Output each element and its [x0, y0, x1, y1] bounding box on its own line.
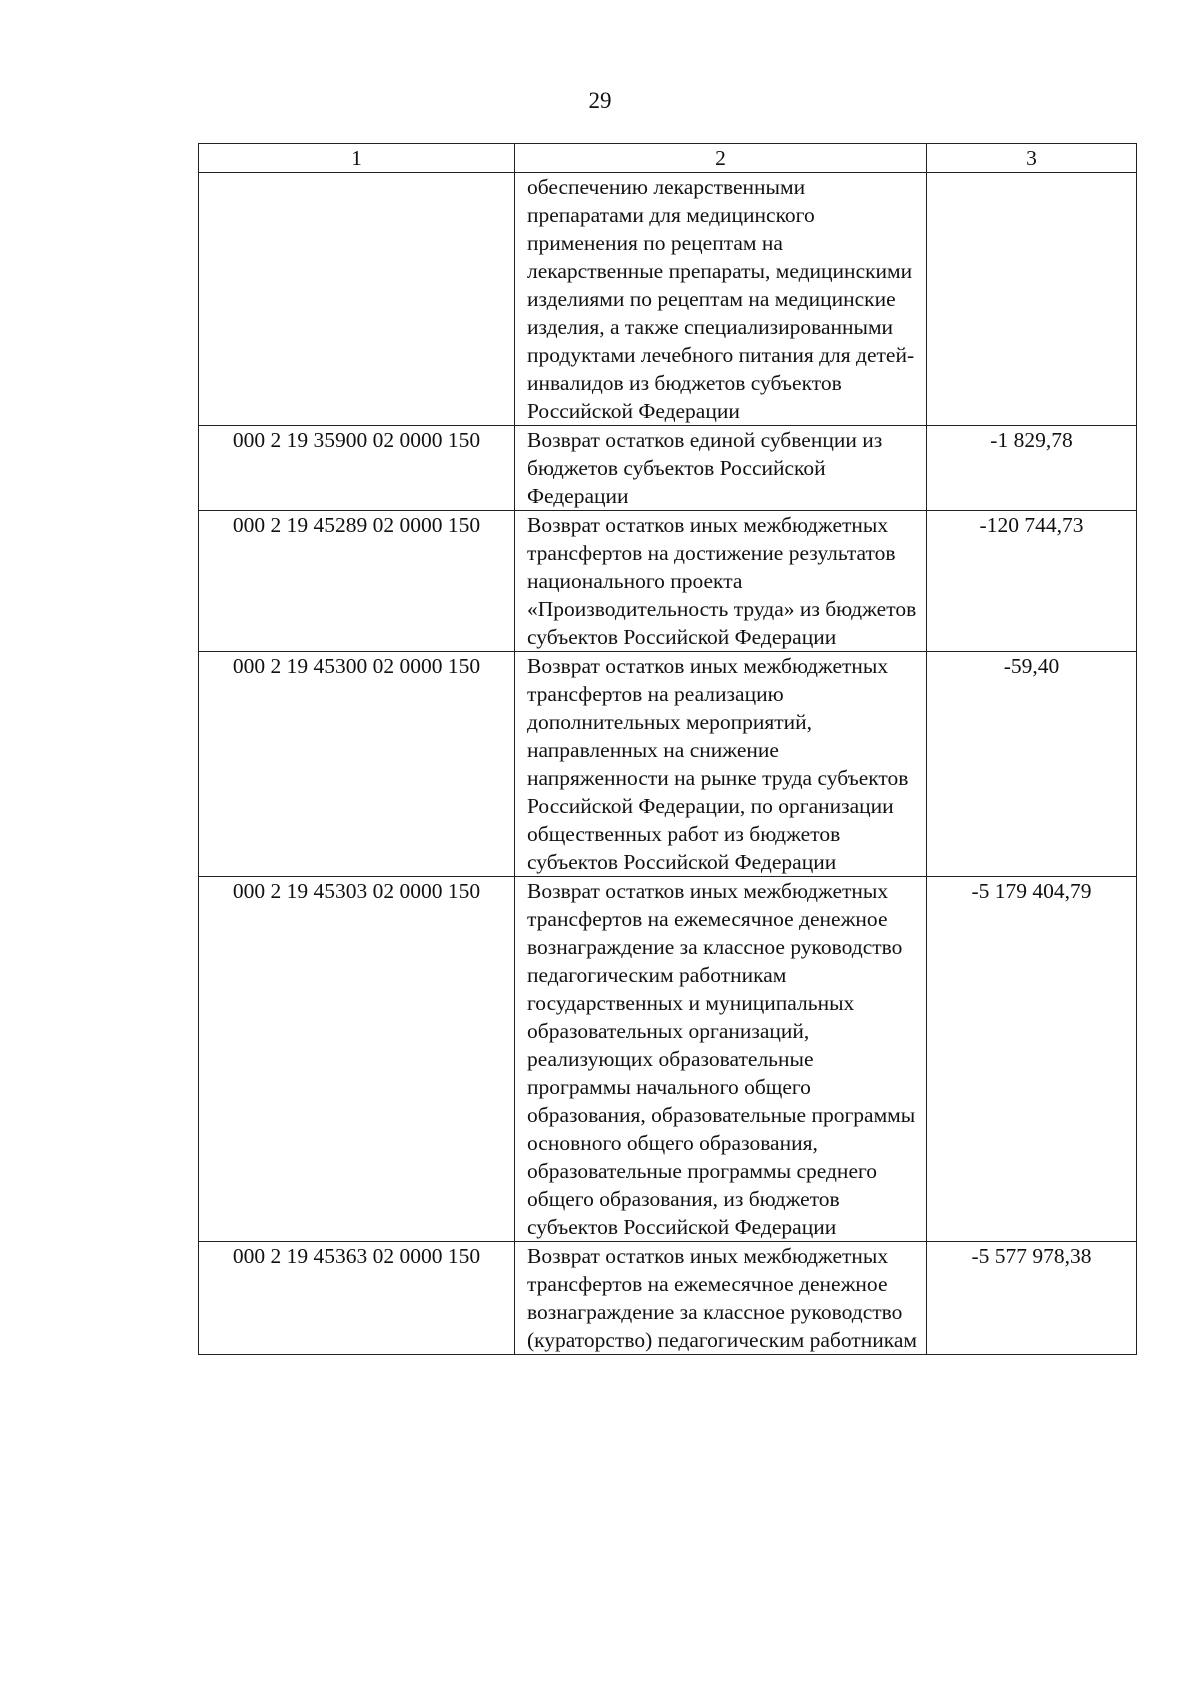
table-row	[199, 426, 1137, 511]
table-row	[199, 511, 1137, 652]
table-row	[199, 1242, 1137, 1355]
table-row	[199, 652, 1137, 877]
description-cell: обеспечению лекарственными препаратами для медицинского применения по рецептам на лекарственные препараты, медицинскими изделиями по рецептам на медицинские изделия, а также специализированными продуктами лечебного питания для детей-инвалидов из бюджетов субъектов Российской Федерации	[515, 173, 927, 426]
amount-cell: -59,40	[927, 652, 1137, 877]
description-cell: Возврат остатков иных межбюджетных трансфертов на реализацию дополнительных мероприятий, направленных на снижение напряженности на рынке труда субъектов Российской Федерации, по организации общественных работ из бюджетов субъектов Российской Федерации	[515, 652, 927, 877]
column-header-2: 2	[515, 144, 927, 173]
description-cell: Возврат остатков иных межбюджетных трансфертов на ежемесячное денежное вознаграждение за классное руководство (кураторство) педагогическим работникам	[515, 1242, 927, 1355]
budget-table	[198, 143, 1137, 1355]
amount-cell: -5 179 404,79	[927, 877, 1137, 1242]
budget-code-cell	[199, 173, 515, 426]
column-header-1: 1	[199, 144, 515, 173]
table-row	[199, 173, 1137, 426]
amount-cell: -120 744,73	[927, 511, 1137, 652]
budget-code-cell: 000 2 19 45303 02 0000 150	[199, 877, 515, 1242]
description-cell: Возврат остатков иных межбюджетных трансфертов на достижение результатов национального проекта «Производительность труда» из бюджетов субъектов Российской Федерации	[515, 511, 927, 652]
table-header-row	[199, 144, 1137, 173]
budget-code-cell: 000 2 19 45363 02 0000 150	[199, 1242, 515, 1355]
description-cell: Возврат остатков иных межбюджетных трансфертов на ежемесячное денежное вознаграждение за классное руководство педагогическим работникам государственных и муниципальных образовательных организаций, реализующих образовательные программы начального общего образования, образовательные программы основного общего образования, образовательные программы среднего общего образования, из бюджетов субъектов Российской Федерации	[515, 877, 927, 1242]
budget-code-cell: 000 2 19 45300 02 0000 150	[199, 652, 515, 877]
budget-code-cell: 000 2 19 35900 02 0000 150	[199, 426, 515, 511]
amount-cell: -5 577 978,38	[927, 1242, 1137, 1355]
budget-code-cell: 000 2 19 45289 02 0000 150	[199, 511, 515, 652]
page-number: 29	[588, 88, 612, 113]
amount-cell: -1 829,78	[927, 426, 1137, 511]
table-row	[199, 877, 1137, 1242]
column-header-3: 3	[927, 144, 1137, 173]
description-cell: Возврат остатков единой субвенции из бюджетов субъектов Российской Федерации	[515, 426, 927, 511]
amount-cell	[927, 173, 1137, 426]
